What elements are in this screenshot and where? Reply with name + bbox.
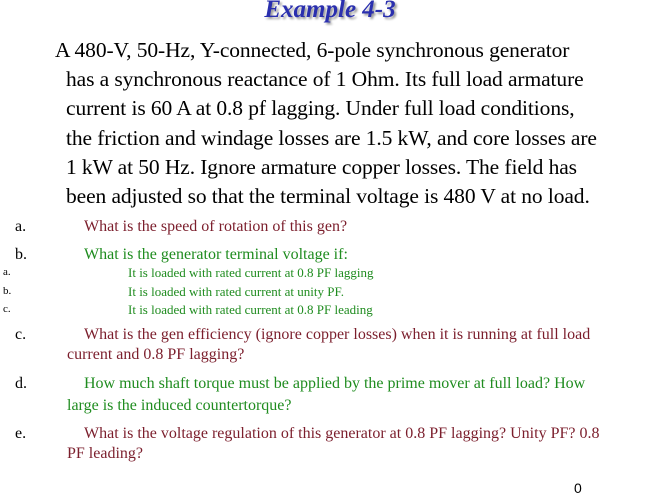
question-e-line1: What is the voltage regulation of this generator at 0.8 PF lagging? Unity PF? 0.8 <box>84 425 600 442</box>
problem-line: A 480-V, 50-Hz, Y-connected, 6-pole synchronous generator <box>55 38 570 62</box>
question-d-marker: d. <box>15 375 27 392</box>
question-b-marker: b. <box>15 246 27 263</box>
question-e-marker: e. <box>15 425 27 442</box>
problem-line: current is 60 A at 0.8 pf lagging. Under full load conditions, <box>66 96 575 121</box>
question-c-line2: current and 0.8 PF lagging? <box>67 346 245 363</box>
question-c-line1: What is the gen efficiency (ignore copper losses) when it is running at full load <box>84 326 591 343</box>
sub-b-text: It is loaded with rated current at unity PF. <box>128 284 344 299</box>
problem-line: has a synchronous reactance of 1 Ohm. Its full load armature <box>66 67 584 92</box>
question-b-text: What is the generator terminal voltage if: <box>84 246 348 263</box>
sub-b-marker: b. <box>3 285 12 297</box>
sub-a-text: It is loaded with rated current at 0.8 PF lagging <box>128 265 374 280</box>
problem-line: 1 kW at 50 Hz. Ignore armature copper losses. The field has <box>66 154 577 179</box>
question-c-marker: c. <box>15 326 27 343</box>
sub-a-marker: a. <box>3 266 11 278</box>
sub-c-text: It is loaded with rated current at 0.8 PF leading <box>128 302 373 317</box>
problem-line: the friction and windage losses are 1.5 kW, and core losses are <box>66 125 597 150</box>
problem-statement <box>55 36 660 211</box>
page-number: 0 <box>574 480 582 496</box>
question-e-line2: PF leading? <box>67 445 143 462</box>
sub-c-marker: c. <box>3 303 11 315</box>
question-a-text: What is the speed of rotation of this gen? <box>84 218 348 235</box>
problem-line: been adjusted so that the terminal voltage is 480 V at no load. <box>66 184 590 209</box>
question-a-marker: a. <box>15 218 27 235</box>
question-d-line2: large is the induced countertorque? <box>67 397 292 414</box>
slide-title: Example 4-3 <box>264 0 396 23</box>
question-d-line1: How much shaft torque must be applied by the prime mover at full load? How <box>84 375 586 392</box>
